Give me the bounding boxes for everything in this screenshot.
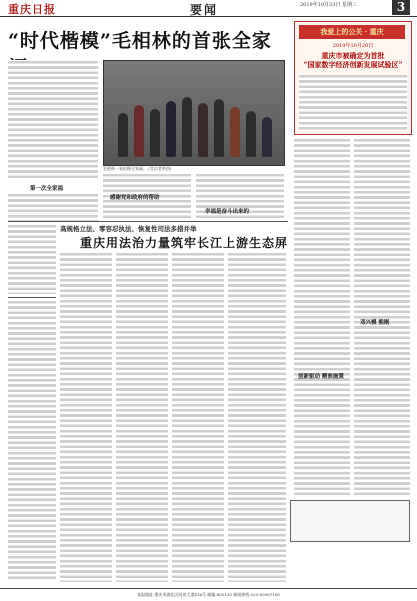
body-text-column [8,193,98,221]
subhead-first-family-photo: 第一次全家福 [30,186,64,192]
body-text-column [8,300,56,582]
body-text-column [228,252,286,582]
issue-date: 2019年10月23日 星期三 [300,2,358,8]
body-text-column [294,138,350,498]
subhead-happiness: 幸福是奋斗出来的 [205,209,250,215]
right-subhead: 创新驱动 精准施策 [298,374,344,380]
body-text-column [8,224,56,294]
feature-title [299,51,407,69]
feature-title-line1: 重庆市被确定为首批 [321,51,385,60]
body-text-column [8,60,98,180]
feature-banner: 我爱上的公关 · 重庆 [299,25,405,39]
feature-box [294,21,412,135]
section-divider [8,221,288,222]
subhead-thanks: 感谢党和政府的帮助 [110,195,160,201]
body-text-column [116,252,168,582]
feature-date: 2019年10月20日 [332,43,374,49]
section-title: 要闻 [190,3,219,17]
body-text-column [172,252,224,582]
photo-caption: 毛相林一家拍摄全家福。 (受访者供图) [103,166,172,171]
page-number: 3 [392,0,410,15]
body-text-column [60,252,112,582]
family-photo [103,60,285,166]
footer-info: 本报地址:重庆市渝北区同茂大道416号 邮编:401120 新闻热线:023-63907100 [0,588,417,601]
main-headline: “时代楷模”毛相林的首张全家 [8,30,272,52]
section-divider [8,297,56,298]
newspaper-logo: 重庆日报 [8,3,56,16]
feature-title-line2: “国家数字经济创新发展试验区” [303,60,403,69]
bottom-notice-box [290,500,410,542]
middle-headline: 重庆用法治力量筑牢长江上游生态屏 [80,236,289,250]
middle-subhead: 高规格立法、零容忍执法、恢复性司法多措并举 [60,225,197,233]
right-subhead: 邓兴模 熊刚 [360,320,390,326]
feature-body [299,74,407,130]
